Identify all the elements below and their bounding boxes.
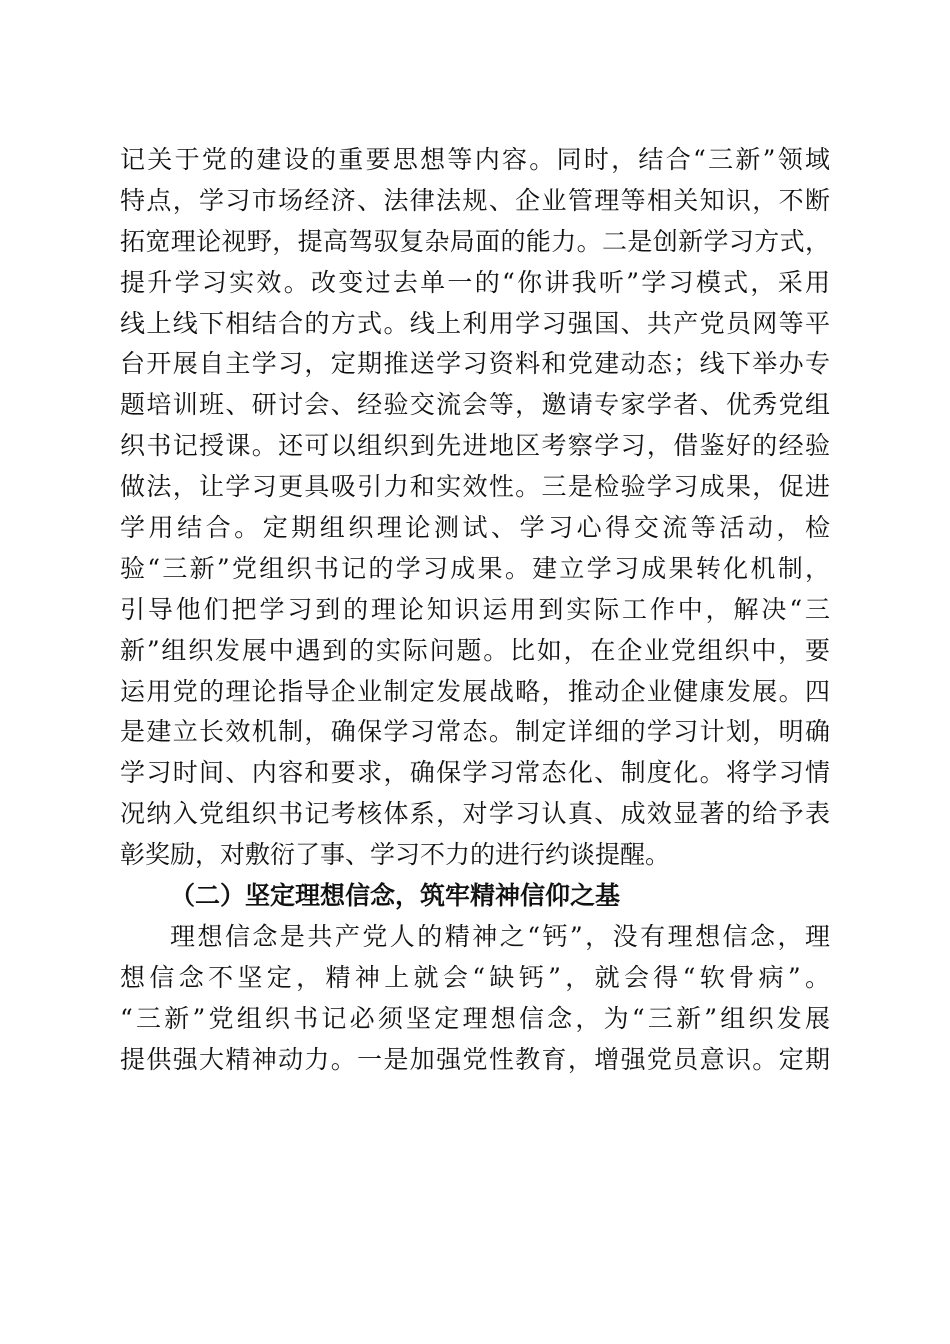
paragraph-line: 特点，学习市场经济、法律法规、企业管理等相关知识，不断 [120, 185, 830, 215]
paragraph-line: 织书记授课。还可以组织到先进地区考察学习，借鉴好的经验 [120, 431, 830, 461]
paragraph-line: 记关于党的建设的重要思想等内容。同时，结合“三新”领域 [120, 145, 830, 174]
paragraph-line: 是建立长效机制，确保学习常态。制定详细的学习计划，明确 [120, 717, 830, 747]
paragraph-line: 彰奖励，对敷衍了事、学习不力的进行约谈提醒。 [120, 840, 671, 870]
paragraph-line: 提供强大精神动力。一是加强党性教育，增强党员意识。定期 [120, 1044, 830, 1074]
paragraph-line: 运用党的理论指导企业制定发展战略，推动企业健康发展。四 [120, 676, 830, 706]
paragraph-line: 题培训班、研讨会、经验交流会等，邀请专家学者、优秀党组 [120, 390, 830, 420]
paragraph-line: 想信念不坚定，精神上就会“缺钙”，就会得“软骨病”。 [120, 962, 830, 992]
paragraph-line: “三新”党组织书记必须坚定理想信念，为“三新”组织发展 [120, 1003, 830, 1033]
paragraph-line: 台开展自主学习，定期推送学习资料和党建动态；线下举办专 [120, 349, 830, 379]
paragraph-line: 学习时间、内容和要求，确保学习常态化、制度化。将学习情 [120, 758, 830, 788]
paragraph-line: 况纳入党组织书记考核体系，对学习认真、成效显著的给予表 [120, 799, 830, 829]
paragraph-line: 新”组织发展中遇到的实际问题。比如，在企业党组织中，要 [120, 635, 830, 665]
paragraph-line: 拓宽理论视野，提高驾驭复杂局面的能力。二是创新学习方式， [120, 226, 830, 256]
paragraph-line: 做法，让学习更具吸引力和实效性。三是检验学习成果，促进 [120, 472, 830, 502]
paragraph-line: 线上线下相结合的方式。线上利用学习强国、共产党员网等平 [120, 308, 830, 338]
document-body [120, 140, 830, 1080]
paragraph-line: 理想信念是共产党人的精神之“钙”，没有理想信念，理 [170, 921, 830, 951]
paragraph-line: 学用结合。定期组织理论测试、学习心得交流等活动，检 [120, 513, 830, 543]
paragraph-line: 提升学习实效。改变过去单一的“你讲我听”学习模式，采用 [120, 267, 830, 297]
paragraph-line: 验“三新”党组织书记的学习成果。建立学习成果转化机制， [120, 553, 830, 583]
section-heading: （二）坚定理想信念，筑牢精神信仰之基 [170, 881, 621, 911]
paragraph-line: 引导他们把学习到的理论知识运用到实际工作中，解决“三 [120, 594, 830, 624]
